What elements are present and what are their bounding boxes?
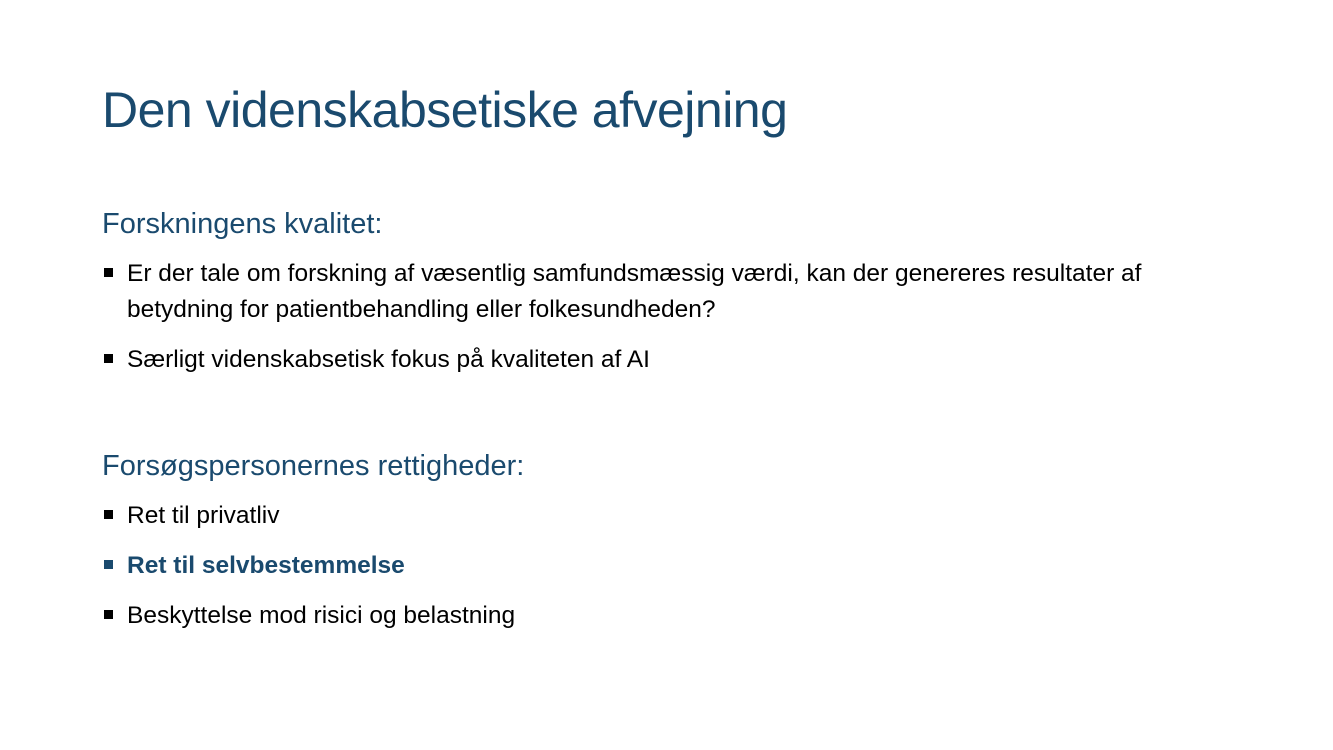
bullet-list xyxy=(102,256,1232,378)
section-heading: Forskningens kvalitet: xyxy=(102,208,383,240)
section-participant-rights xyxy=(102,446,1232,648)
bullet-text: Er der tale om forskning af væsentlig samfundsmæssig værdi, kan der genereres resultater af betydning for patientbehandling eller folkesundheden? xyxy=(127,260,1142,323)
bullet-text: Beskyttelse mod risici og belastning xyxy=(127,602,516,629)
bullet-item xyxy=(102,342,1232,378)
section-research-quality xyxy=(102,204,1232,392)
bullet-text: Ret til selvbestemmelse xyxy=(127,552,405,579)
bullet-text: Særligt videnskabsetisk fokus på kvaliteten af AI xyxy=(127,346,650,373)
bullet-text: Ret til privatliv xyxy=(127,502,280,529)
square-bullet-icon xyxy=(104,560,113,569)
bullet-item xyxy=(102,256,1232,328)
square-bullet-icon xyxy=(104,354,113,363)
bullet-item-highlighted xyxy=(102,548,1232,584)
square-bullet-icon xyxy=(104,610,113,619)
square-bullet-icon xyxy=(104,510,113,519)
bullet-list xyxy=(102,498,1232,634)
slide-title: Den videnskabsetiske afvejning xyxy=(102,82,788,138)
bullet-item xyxy=(102,598,1232,634)
square-bullet-icon xyxy=(104,268,113,277)
section-heading: Forsøgspersonernes rettigheder: xyxy=(102,450,525,482)
bullet-item xyxy=(102,498,1232,534)
